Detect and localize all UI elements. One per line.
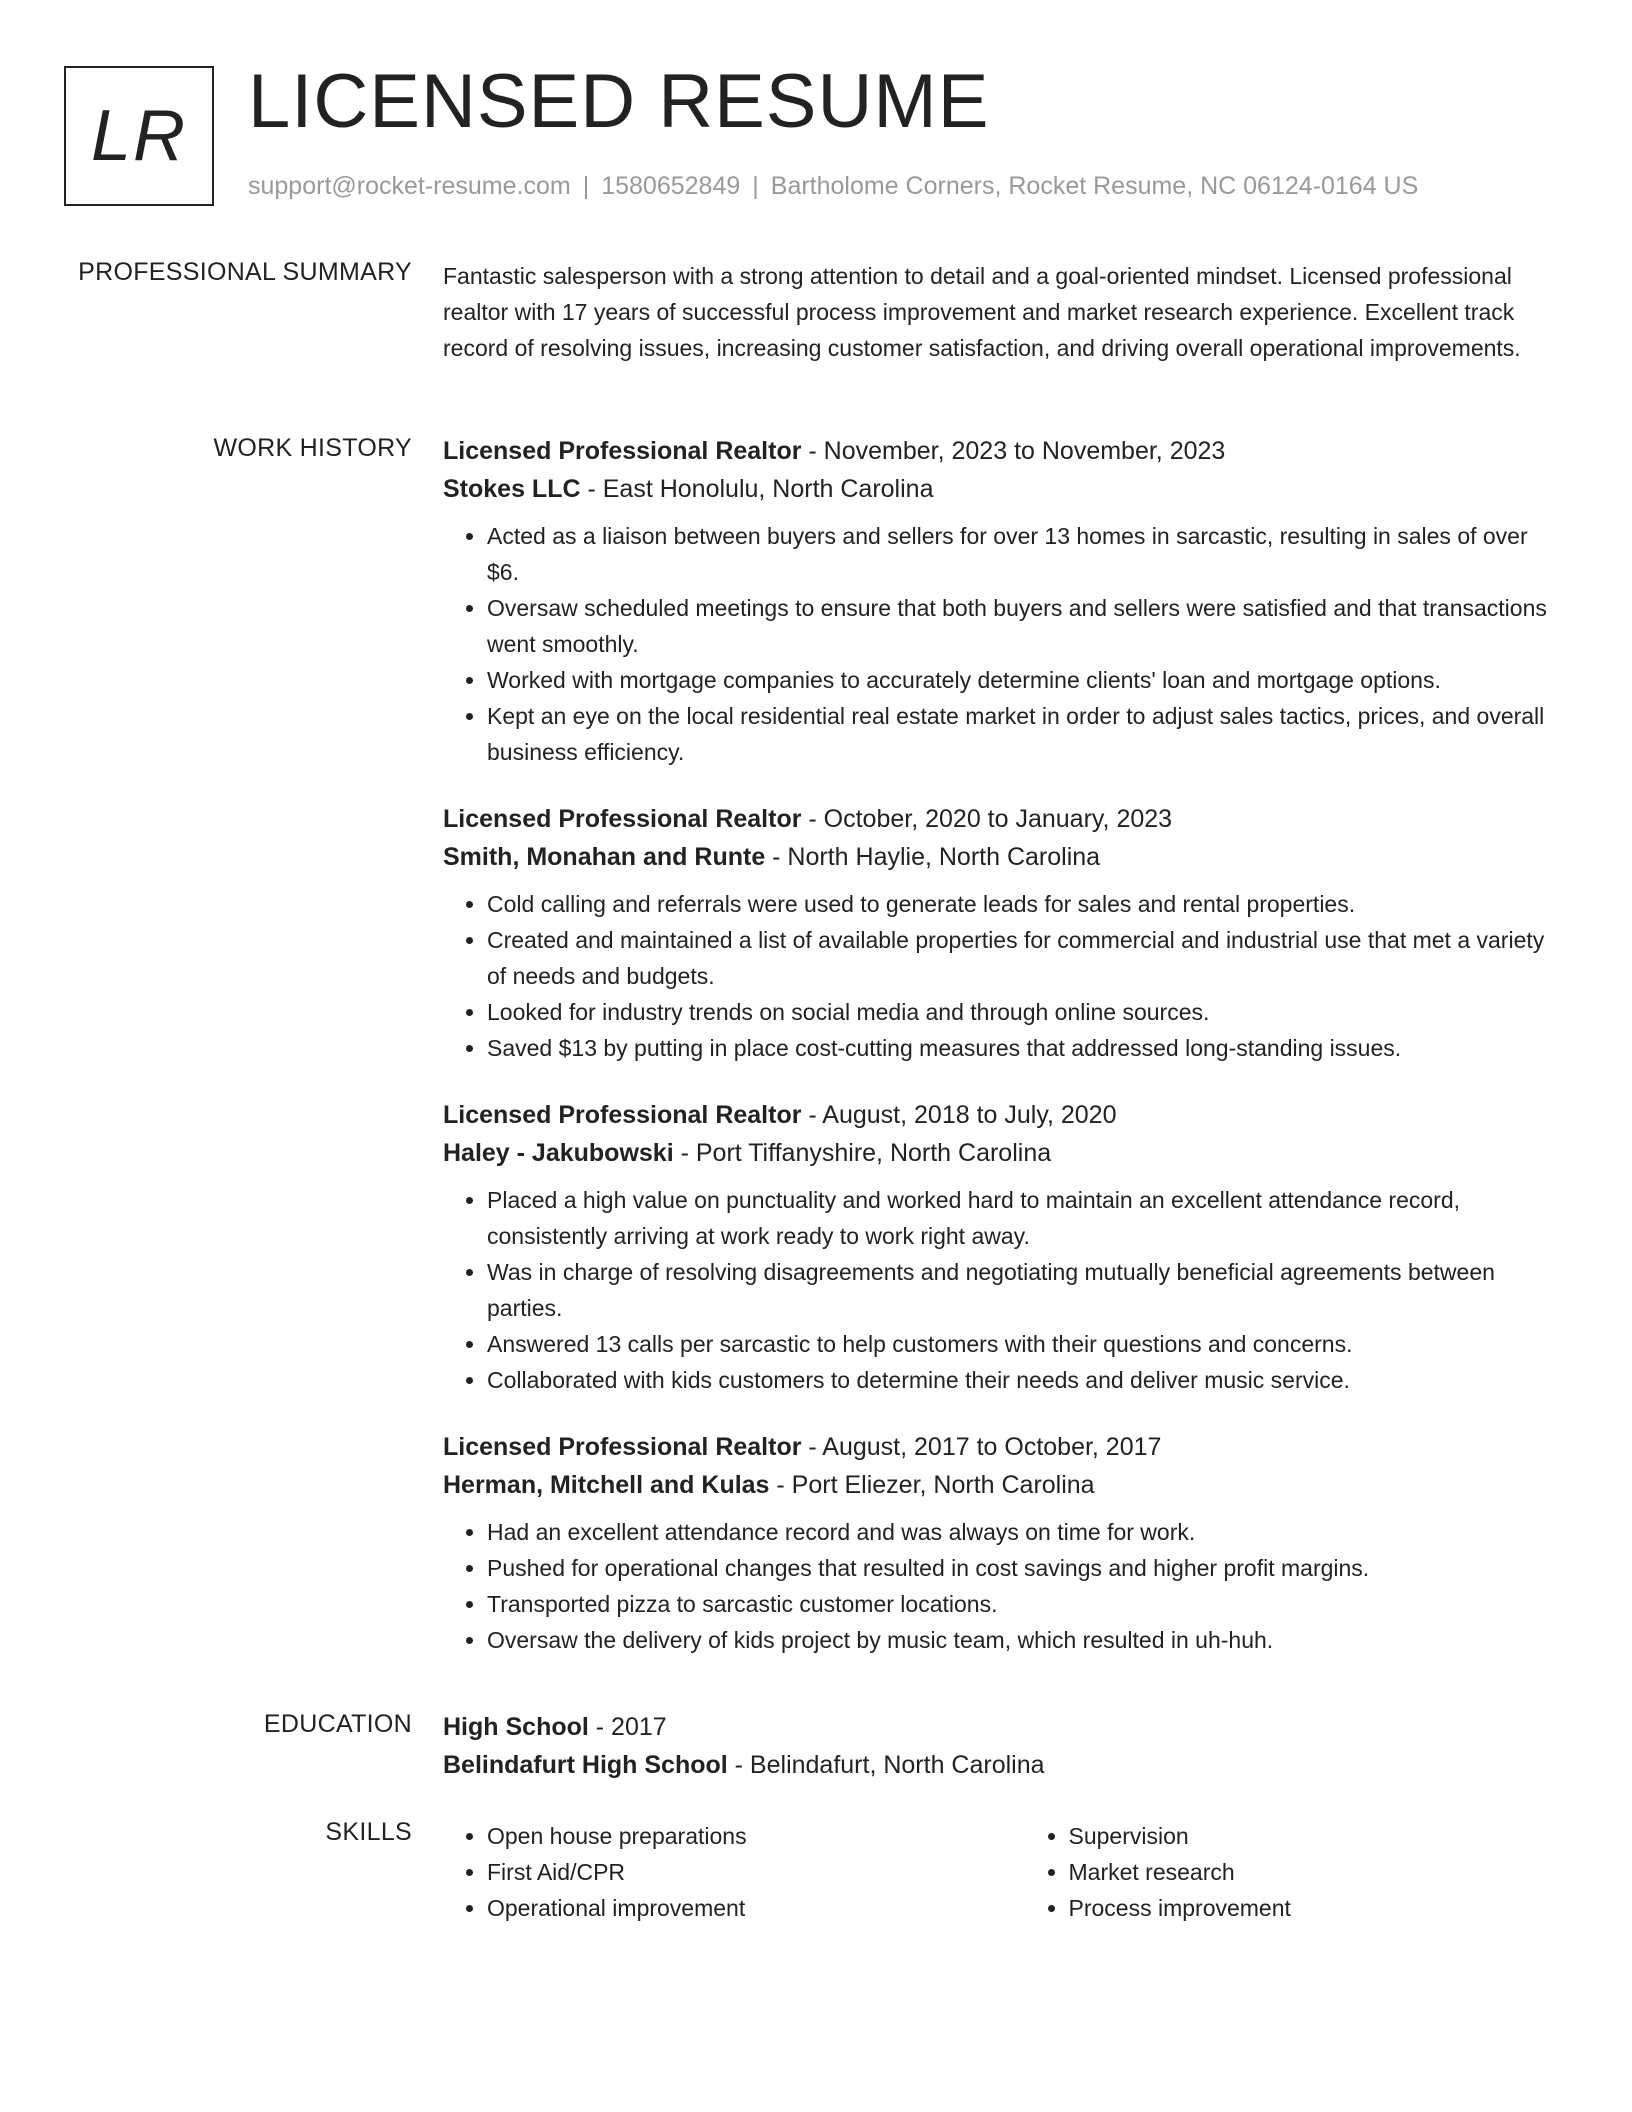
contact-phone[interactable]: 1580652849 (601, 172, 741, 200)
summary-text: Fantastic salesperson with a strong attention to detail and a goal-oriented mindset. Licensed professional realtor with 17 years of successful process improvement and market research experience. Excellent track record of resolving issues, increasing customer satisfaction, and driving overall operational improvements. (443, 263, 1521, 361)
job-bullet: • Acted as a liaison between buyers and sellers for over 13 homes in sarcastic, resulting in sales of over $6. (487, 518, 1563, 590)
section-label-work-history: WORK HISTORY (213, 434, 412, 462)
job-bullets (443, 886, 1563, 1066)
job-entry (443, 1096, 1563, 1398)
job-title-line (443, 432, 1563, 470)
job-entry (443, 800, 1563, 1066)
job-dates: - August, 2018 to July, 2020 (801, 1101, 1117, 1129)
job-dates: - August, 2017 to October, 2017 (801, 1433, 1162, 1461)
section-label-skills: SKILLS (325, 1818, 412, 1846)
job-company: Smith, Monahan and Runte (443, 843, 766, 871)
contact-separator: | (582, 172, 590, 200)
monogram-text: LR (90, 96, 188, 176)
skill-item: • First Aid/CPR (487, 1854, 982, 1890)
skill-item: • Market research (1069, 1854, 1564, 1890)
job-bullet: • Worked with mortgage companies to accurately determine clients' loan and mortgage options. (487, 662, 1563, 698)
resume-name: LICENSED RESUME (248, 59, 990, 144)
job-location: - Port Eliezer, North Carolina (769, 1471, 1095, 1499)
education-school: Belindafurt High School (443, 1751, 728, 1779)
job-entry (443, 1428, 1563, 1658)
job-bullet: • Oversaw scheduled meetings to ensure that both buyers and sellers were satisfied and that transactions went smoothly. (487, 590, 1563, 662)
job-bullet: • Had an excellent attendance record and was always on time for work. (487, 1514, 1563, 1550)
job-bullet: • Transported pizza to sarcastic customer locations. (487, 1586, 1563, 1622)
job-company: Stokes LLC (443, 475, 581, 503)
summary-body (443, 258, 1563, 366)
job-bullet: • Cold calling and referrals were used to generate leads for sales and rental properties. (487, 886, 1563, 922)
job-bullets (443, 1182, 1563, 1398)
job-title: Licensed Professional Realtor (443, 437, 802, 465)
job-bullet: • Oversaw the delivery of kids project by music team, which resulted in uh-huh. (487, 1622, 1563, 1658)
job-bullets (443, 518, 1563, 770)
skill-item: • Supervision (1069, 1818, 1564, 1854)
job-dates: - October, 2020 to January, 2023 (801, 805, 1173, 833)
job-bullet: • Was in charge of resolving disagreements and negotiating mutually beneficial agreements between parties. (487, 1254, 1563, 1326)
job-title-line (443, 800, 1563, 838)
job-title-line (443, 1096, 1563, 1134)
contact-line (248, 172, 1418, 201)
job-location: - Port Tiffanyshire, North Carolina (673, 1139, 1052, 1167)
job-bullet: • Answered 13 calls per sarcastic to help customers with their questions and concerns. (487, 1326, 1563, 1362)
section-label-summary: PROFESSIONAL SUMMARY (78, 258, 412, 286)
job-title: Licensed Professional Realtor (443, 1433, 802, 1461)
contact-separator: | (752, 172, 759, 200)
job-location: - East Honolulu, North Carolina (580, 475, 934, 503)
skills-list-right (1025, 1818, 1564, 1926)
contact-email[interactable]: support@rocket-resume.com (248, 172, 571, 200)
job-bullet: • Kept an eye on the local residential real estate market in order to adjust sales tactics, prices, and overall business efficiency. (487, 698, 1563, 770)
job-bullet: • Saved $13 by putting in place cost-cutting measures that addressed long-standing issues. (487, 1030, 1563, 1066)
job-bullet: • Looked for industry trends on social media and through online sources. (487, 994, 1563, 1030)
job-title-line (443, 1428, 1563, 1466)
job-company: Herman, Mitchell and Kulas (443, 1471, 770, 1499)
education-body (443, 1708, 1563, 1784)
job-bullet: • Collaborated with kids customers to determine their needs and deliver music service. (487, 1362, 1563, 1398)
education-school-line (443, 1746, 1563, 1784)
job-location: - North Haylie, North Carolina (765, 843, 1101, 871)
education-year: - 2017 (588, 1713, 667, 1741)
education-degree-line (443, 1708, 1563, 1746)
job-bullets (443, 1514, 1563, 1658)
skill-item: • Process improvement (1069, 1890, 1564, 1926)
skill-item: • Open house preparations (487, 1818, 982, 1854)
work-history-body (443, 432, 1563, 1678)
contact-address: Bartholome Corners, Rocket Resume, NC 06124-0164 US (770, 172, 1419, 200)
job-company-line (443, 1466, 1563, 1504)
job-title: Licensed Professional Realtor (443, 1101, 802, 1129)
job-bullet: • Placed a high value on punctuality and worked hard to maintain an excellent attendance record, consistently arriving at work ready to work right away. (487, 1182, 1563, 1254)
job-company-line (443, 838, 1563, 876)
education-degree: High School (443, 1713, 589, 1741)
skills-body (443, 1818, 1563, 1926)
job-title: Licensed Professional Realtor (443, 805, 802, 833)
section-label-education: EDUCATION (263, 1710, 412, 1738)
skills-columns (443, 1818, 1563, 1926)
job-company: Haley - Jakubowski (443, 1139, 674, 1167)
skills-list-left (443, 1818, 982, 1926)
job-company-line (443, 470, 1563, 508)
education-location: - Belindafurt, North Carolina (727, 1751, 1045, 1779)
job-entry (443, 432, 1563, 770)
job-bullet: • Pushed for operational changes that resulted in cost savings and higher profit margins. (487, 1550, 1563, 1586)
monogram-logo (64, 66, 214, 206)
job-company-line (443, 1134, 1563, 1172)
job-bullet: • Created and maintained a list of available properties for commercial and industrial use that met a variety of needs and budgets. (487, 922, 1563, 994)
job-dates: - November, 2023 to November, 2023 (801, 437, 1226, 465)
skill-item: • Operational improvement (487, 1890, 982, 1926)
